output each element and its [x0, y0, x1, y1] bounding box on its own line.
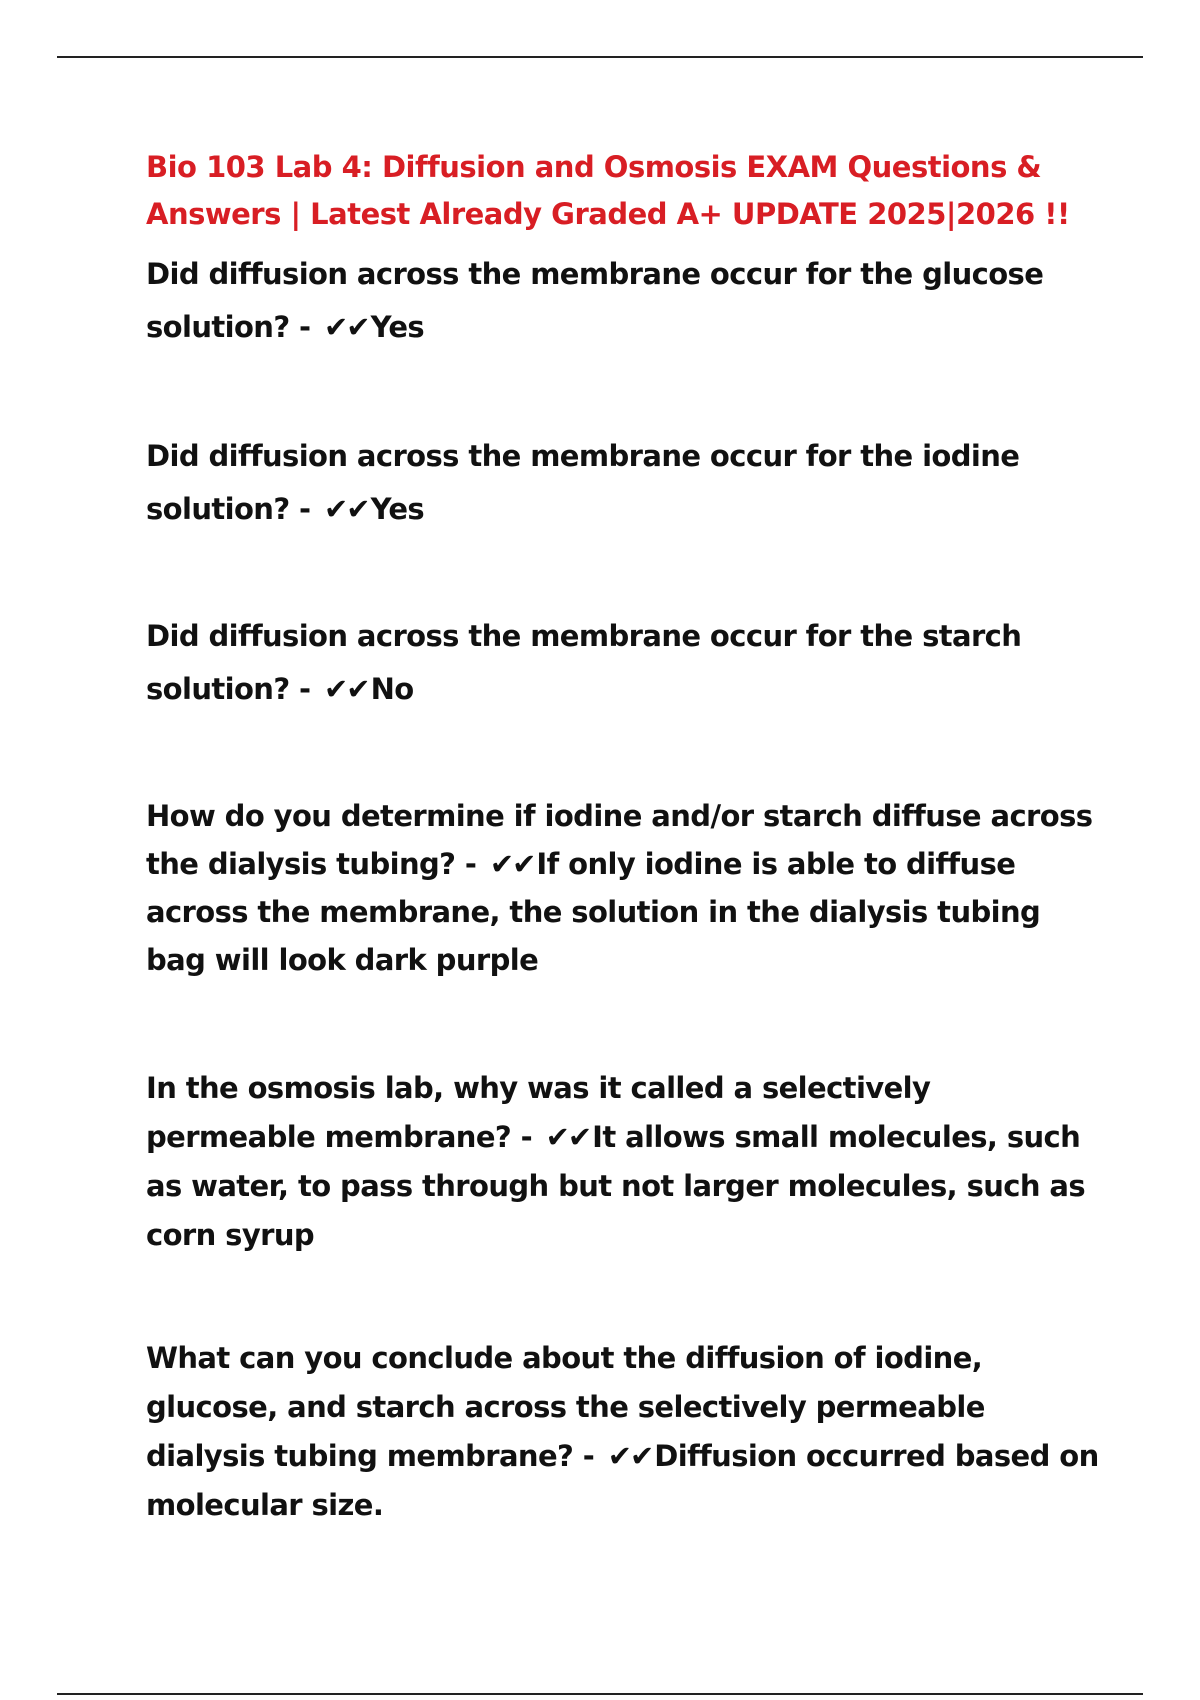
answer-text: Yes — [370, 492, 425, 526]
answer-text: Diffusion occurred based on molecular size. — [146, 1439, 1099, 1522]
qa-item-starch — [146, 610, 1106, 716]
qa-item-conclusion — [146, 1334, 1106, 1530]
double-check-icon: ✔✔ — [324, 492, 369, 526]
document-body — [146, 144, 1106, 1530]
qa-item-glucose — [146, 248, 1106, 354]
double-check-icon: ✔✔ — [607, 1439, 653, 1473]
qa-item-iodine — [146, 430, 1106, 536]
question-text: What can you conclude about the diffusion of iodine, glucose, and starch across the selectively permeable dialysis tubing membrane? - — [146, 1341, 985, 1473]
question-text: Did diffusion across the membrane occur for the iodine solution? - — [146, 439, 1020, 526]
document-title: Bio 103 Lab 4: Diffusion and Osmosis EXAM Questions & Answers | Latest Already Graded A+ UPDATE 2025|2026 !! — [146, 150, 1070, 231]
qa-item-selective-membrane — [146, 1064, 1106, 1260]
double-check-icon: ✔✔ — [324, 672, 369, 706]
answer-text: It allows small molecules, such as water, to pass through but not larger molecules, such as corn syrup — [146, 1120, 1086, 1252]
question-text: Did diffusion across the membrane occur for the glucose solution? - — [146, 257, 1044, 344]
answer-text: No — [370, 672, 414, 706]
top-rule — [57, 56, 1143, 58]
qa-item-iodine-starch-test — [146, 792, 1106, 984]
bottom-rule — [57, 1693, 1143, 1695]
question-text: In the osmosis lab, why was it called a selectively permeable membrane? - — [146, 1071, 931, 1154]
double-check-icon: ✔✔ — [324, 310, 369, 344]
answer-text: Yes — [370, 310, 425, 344]
answer-text: If only iodine is able to diffuse across the membrane, the solution in the dialysis tubing bag will look dark purple — [146, 847, 1041, 977]
double-check-icon: ✔✔ — [489, 847, 535, 881]
question-text: How do you determine if iodine and/or starch diffuse across the dialysis tubing? - — [146, 799, 1093, 881]
double-check-icon: ✔✔ — [545, 1120, 591, 1154]
question-text: Did diffusion across the membrane occur for the starch solution? - — [146, 619, 1022, 706]
